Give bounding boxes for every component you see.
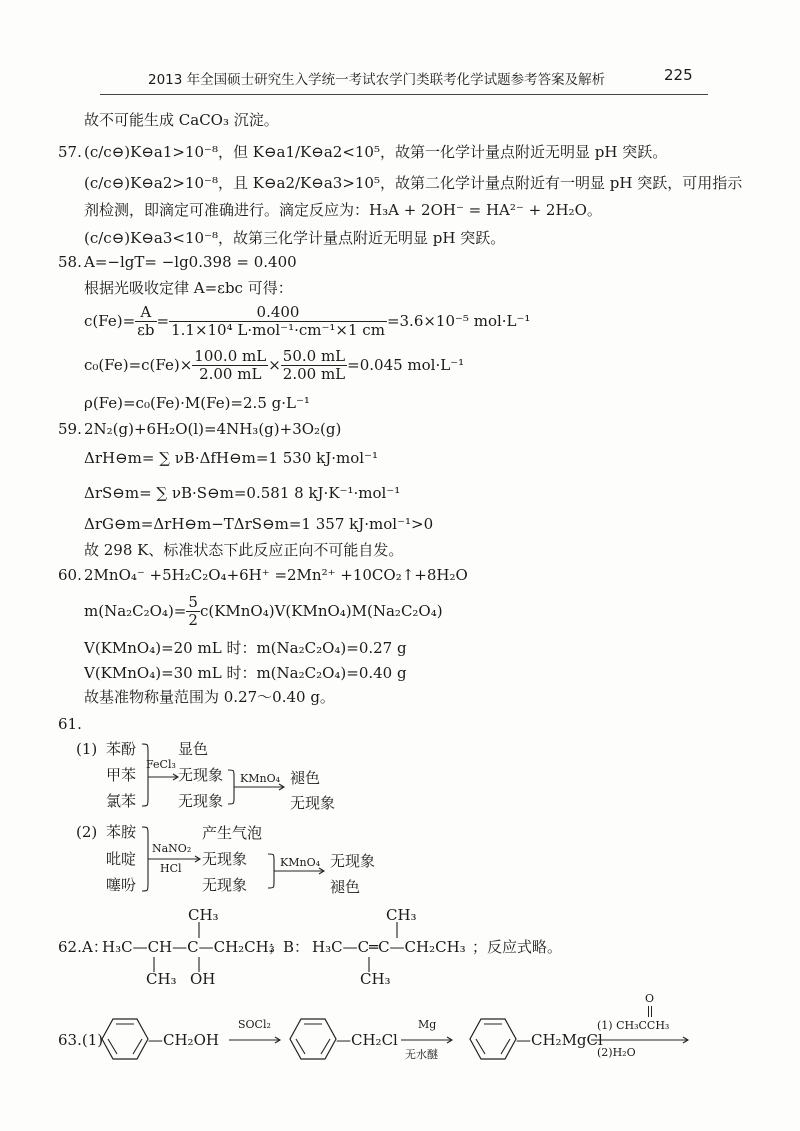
scheme1-result-none-3: 无现象	[290, 794, 336, 812]
q59-conclusion: 故 298 K、标准状态下此反应正向不可能自发。	[84, 541, 404, 559]
q63-reagent-mg: Mg	[418, 1018, 437, 1031]
scheme2-label: (2)	[76, 823, 98, 841]
q59-entropy: ΔrS⊖m= ∑ νB·S⊖m=0.581 8 kJ·K⁻¹·mol⁻¹	[84, 484, 401, 502]
q63-carbonyl-oxygen: O	[645, 992, 655, 1005]
cfe-frac1-num: A	[135, 304, 156, 322]
scheme1-chlorobenzene: 氯苯	[106, 792, 137, 810]
scheme1-brace-arrow-1	[140, 740, 180, 810]
scheme2-aniline: 苯胺	[106, 823, 137, 841]
scheme2-reagent-kmno4: KMnO₄	[280, 856, 320, 869]
q63-arrow-3	[590, 1034, 690, 1046]
benzene-ring-icon	[100, 1016, 150, 1062]
q58-line-b: 根据光吸收定律 A=εbc 可得：	[84, 279, 293, 297]
q60-mass-rhs: c(KMnO₄)V(KMnO₄)M(Na₂C₂O₄)	[199, 602, 443, 620]
scheme2-result-fade: 褪色	[330, 878, 361, 896]
q62-b-ch3-top: CH₃	[386, 906, 417, 924]
q59-number: 59.	[58, 420, 82, 438]
q58-rho-line: ρ(Fe)=c₀(Fe)·M(Fe)=2.5 g·L⁻¹	[84, 394, 310, 412]
q60-number: 60.	[58, 566, 82, 584]
q60-mass-lhs: m(Na₂C₂O₄)=	[84, 602, 187, 620]
c0-frac2-num: 50.0 mL	[282, 346, 346, 365]
scheme2-thiophene: 噻吩	[106, 876, 137, 894]
c0-rhs: =0.045 mol·L⁻¹	[347, 356, 465, 374]
q58-cfe-equation	[84, 301, 530, 341]
scheme1-result-none-2: 无现象	[178, 792, 224, 810]
q60-mass-equation	[84, 591, 443, 631]
scheme1-reagent-fecl3: FeCl₃	[146, 758, 176, 771]
cfe-fraction-2	[169, 304, 387, 339]
q62-a-oh: OH	[190, 970, 216, 988]
q63-reagent-water: (2)H₂O	[597, 1046, 636, 1059]
benzene-ring-icon	[468, 1016, 518, 1062]
c0-times: ×	[268, 356, 281, 374]
q62-b-chain: H₃C—C═C—CH₂CH₃	[312, 938, 466, 956]
cfe-frac2-num: 0.400	[169, 304, 387, 322]
q60-reaction: 2MnO₄⁻ +5H₂C₂O₄+6H⁺ =2Mn²⁺ +10CO₂↑+8H₂O	[84, 566, 468, 584]
page-number: 225	[664, 66, 693, 84]
q62-a-ch3-bottom: CH₃	[146, 970, 177, 988]
q63-reagent-ether: 无水醚	[405, 1048, 438, 1061]
cfe-frac1-den: εb	[137, 320, 155, 339]
q62-b-ch3-bottom: CH₃	[360, 970, 391, 988]
scheme2-result-none-3: 无现象	[330, 852, 376, 870]
q60-frac-den: 2	[188, 610, 198, 629]
q59-gibbs: ΔrG⊖m=ΔrH⊖m−TΔrS⊖m=1 357 kJ·mol⁻¹>0	[84, 515, 434, 533]
cfe-rhs: =3.6×10⁻⁵ mol·L⁻¹	[386, 312, 531, 330]
scheme2-reagent-hcl: HCl	[160, 862, 182, 875]
q63-reagent-socl2: SOCl₂	[238, 1018, 271, 1031]
q63-grignard: —CH₂MgCl	[516, 1031, 603, 1049]
q58-line-a: A=−lgT= −lg0.398 = 0.400	[84, 253, 297, 271]
q60-fraction	[186, 594, 200, 629]
cfe-lhs: c(Fe)=	[84, 312, 136, 330]
q58-number: 58.	[58, 253, 82, 271]
scheme2-result-bubbles: 产生气泡	[202, 824, 263, 842]
scheme2-pyridine: 吡啶	[106, 850, 137, 868]
scheme1-result-fade: 褪色	[290, 769, 321, 787]
c0-fraction-2	[281, 348, 347, 383]
q57-line-b1: (c/c⊖)K⊖a2>10⁻⁸，且 K⊖a2/K⊖a3>10⁵，故第二化学计量点附近有一明显 pH 突跃，可用指示	[84, 174, 743, 192]
q59-reaction: 2N₂(g)+6H₂O(l)=4NH₃(g)+3O₂(g)	[84, 420, 342, 438]
running-header: 2013 年全国硕士研究生入学统一考试农学门类联考化学试题参考答案及解析	[148, 72, 606, 88]
q62-a-label: A：	[82, 938, 108, 956]
q60-frac-num: 5	[188, 592, 198, 611]
q58-c0-equation	[84, 345, 464, 385]
scheme2-reagent-nano2: NaNO₂	[152, 842, 192, 855]
benzene-ring-icon	[288, 1016, 338, 1062]
q57-line-a: (c/c⊖)K⊖a1>10⁻⁸，但 K⊖a1/K⊖a2<10⁵，故第一化学计量点附近无明显 pH 突跃。	[84, 143, 668, 161]
q61-number: 61.	[58, 715, 82, 733]
scheme2-result-none-2: 无现象	[202, 876, 248, 894]
q57-line-b2: 剂检测，即滴定可准确进行。滴定反应为：H₃A + 2OH⁻ = HA²⁻ + 2H₂O。	[84, 201, 602, 219]
c0-frac1-num: 100.0 mL	[194, 346, 267, 365]
q63-benzyl-chloride: —CH₂Cl	[336, 1031, 398, 1049]
q62-tail: ；反应式略。	[472, 938, 563, 956]
q62-b-label: ；B：	[268, 938, 310, 956]
cfe-fraction-1	[135, 304, 156, 339]
caco3-line: 故不可能生成 CaCO₃ 沉淀。	[84, 111, 279, 129]
q63-benzyl-alcohol: —CH₂OH	[148, 1031, 219, 1049]
scheme1-phenol: 苯酚	[106, 740, 137, 758]
scheme1-toluene: 甲苯	[106, 766, 137, 784]
q63-arrow-1	[228, 1034, 282, 1046]
c0-fraction-1	[192, 348, 268, 383]
q57-line-c: (c/c⊖)K⊖a3<10⁻⁸，故第三化学计量点附近无明显 pH 突跃。	[84, 229, 506, 247]
q60-conclusion: 故基准物称量范围为 0.27～0.40 g。	[84, 688, 335, 706]
scheme1-result-none-1: 无现象	[178, 766, 224, 784]
q59-enthalpy: ΔrH⊖m= ∑ νB·ΔfH⊖m=1 530 kJ·mol⁻¹	[84, 449, 378, 467]
scheme1-label: (1)	[76, 740, 98, 758]
q57-number: 57.	[58, 143, 82, 161]
header-rule	[100, 94, 708, 95]
q60-case-20: V(KMnO₄)=20 mL 时：m(Na₂C₂O₄)=0.27 g	[84, 639, 407, 657]
q63-number: 63.(1)	[58, 1031, 104, 1049]
cfe-frac2-den: 1.1×10⁴ L·mol⁻¹·cm⁻¹×1 cm	[171, 320, 385, 339]
c0-lhs: c₀(Fe)=c(Fe)×	[84, 356, 193, 374]
q62-a-chain: H₃C—CH—C—CH₂CH₃	[102, 938, 275, 956]
q63-arrow-2	[400, 1034, 454, 1046]
scheme1-reagent-kmno4: KMnO₄	[240, 772, 280, 785]
scheme2-brace-arrow-1	[140, 823, 202, 895]
q60-case-30: V(KMnO₄)=30 mL 时：m(Na₂C₂O₄)=0.40 g	[84, 664, 407, 682]
q63-carbonyl-bond	[646, 1005, 654, 1019]
q62-a-ch3-top: CH₃	[188, 906, 219, 924]
cfe-equals: =	[156, 312, 170, 330]
scheme2-result-none-1: 无现象	[202, 850, 248, 868]
scheme1-result-color: 显色	[178, 740, 209, 758]
c0-frac1-den: 2.00 mL	[199, 364, 262, 383]
q62-number: 62.	[58, 938, 82, 956]
q63-reagent-acetone: (1) CH₃CCH₃	[597, 1019, 670, 1032]
c0-frac2-den: 2.00 mL	[282, 364, 346, 383]
